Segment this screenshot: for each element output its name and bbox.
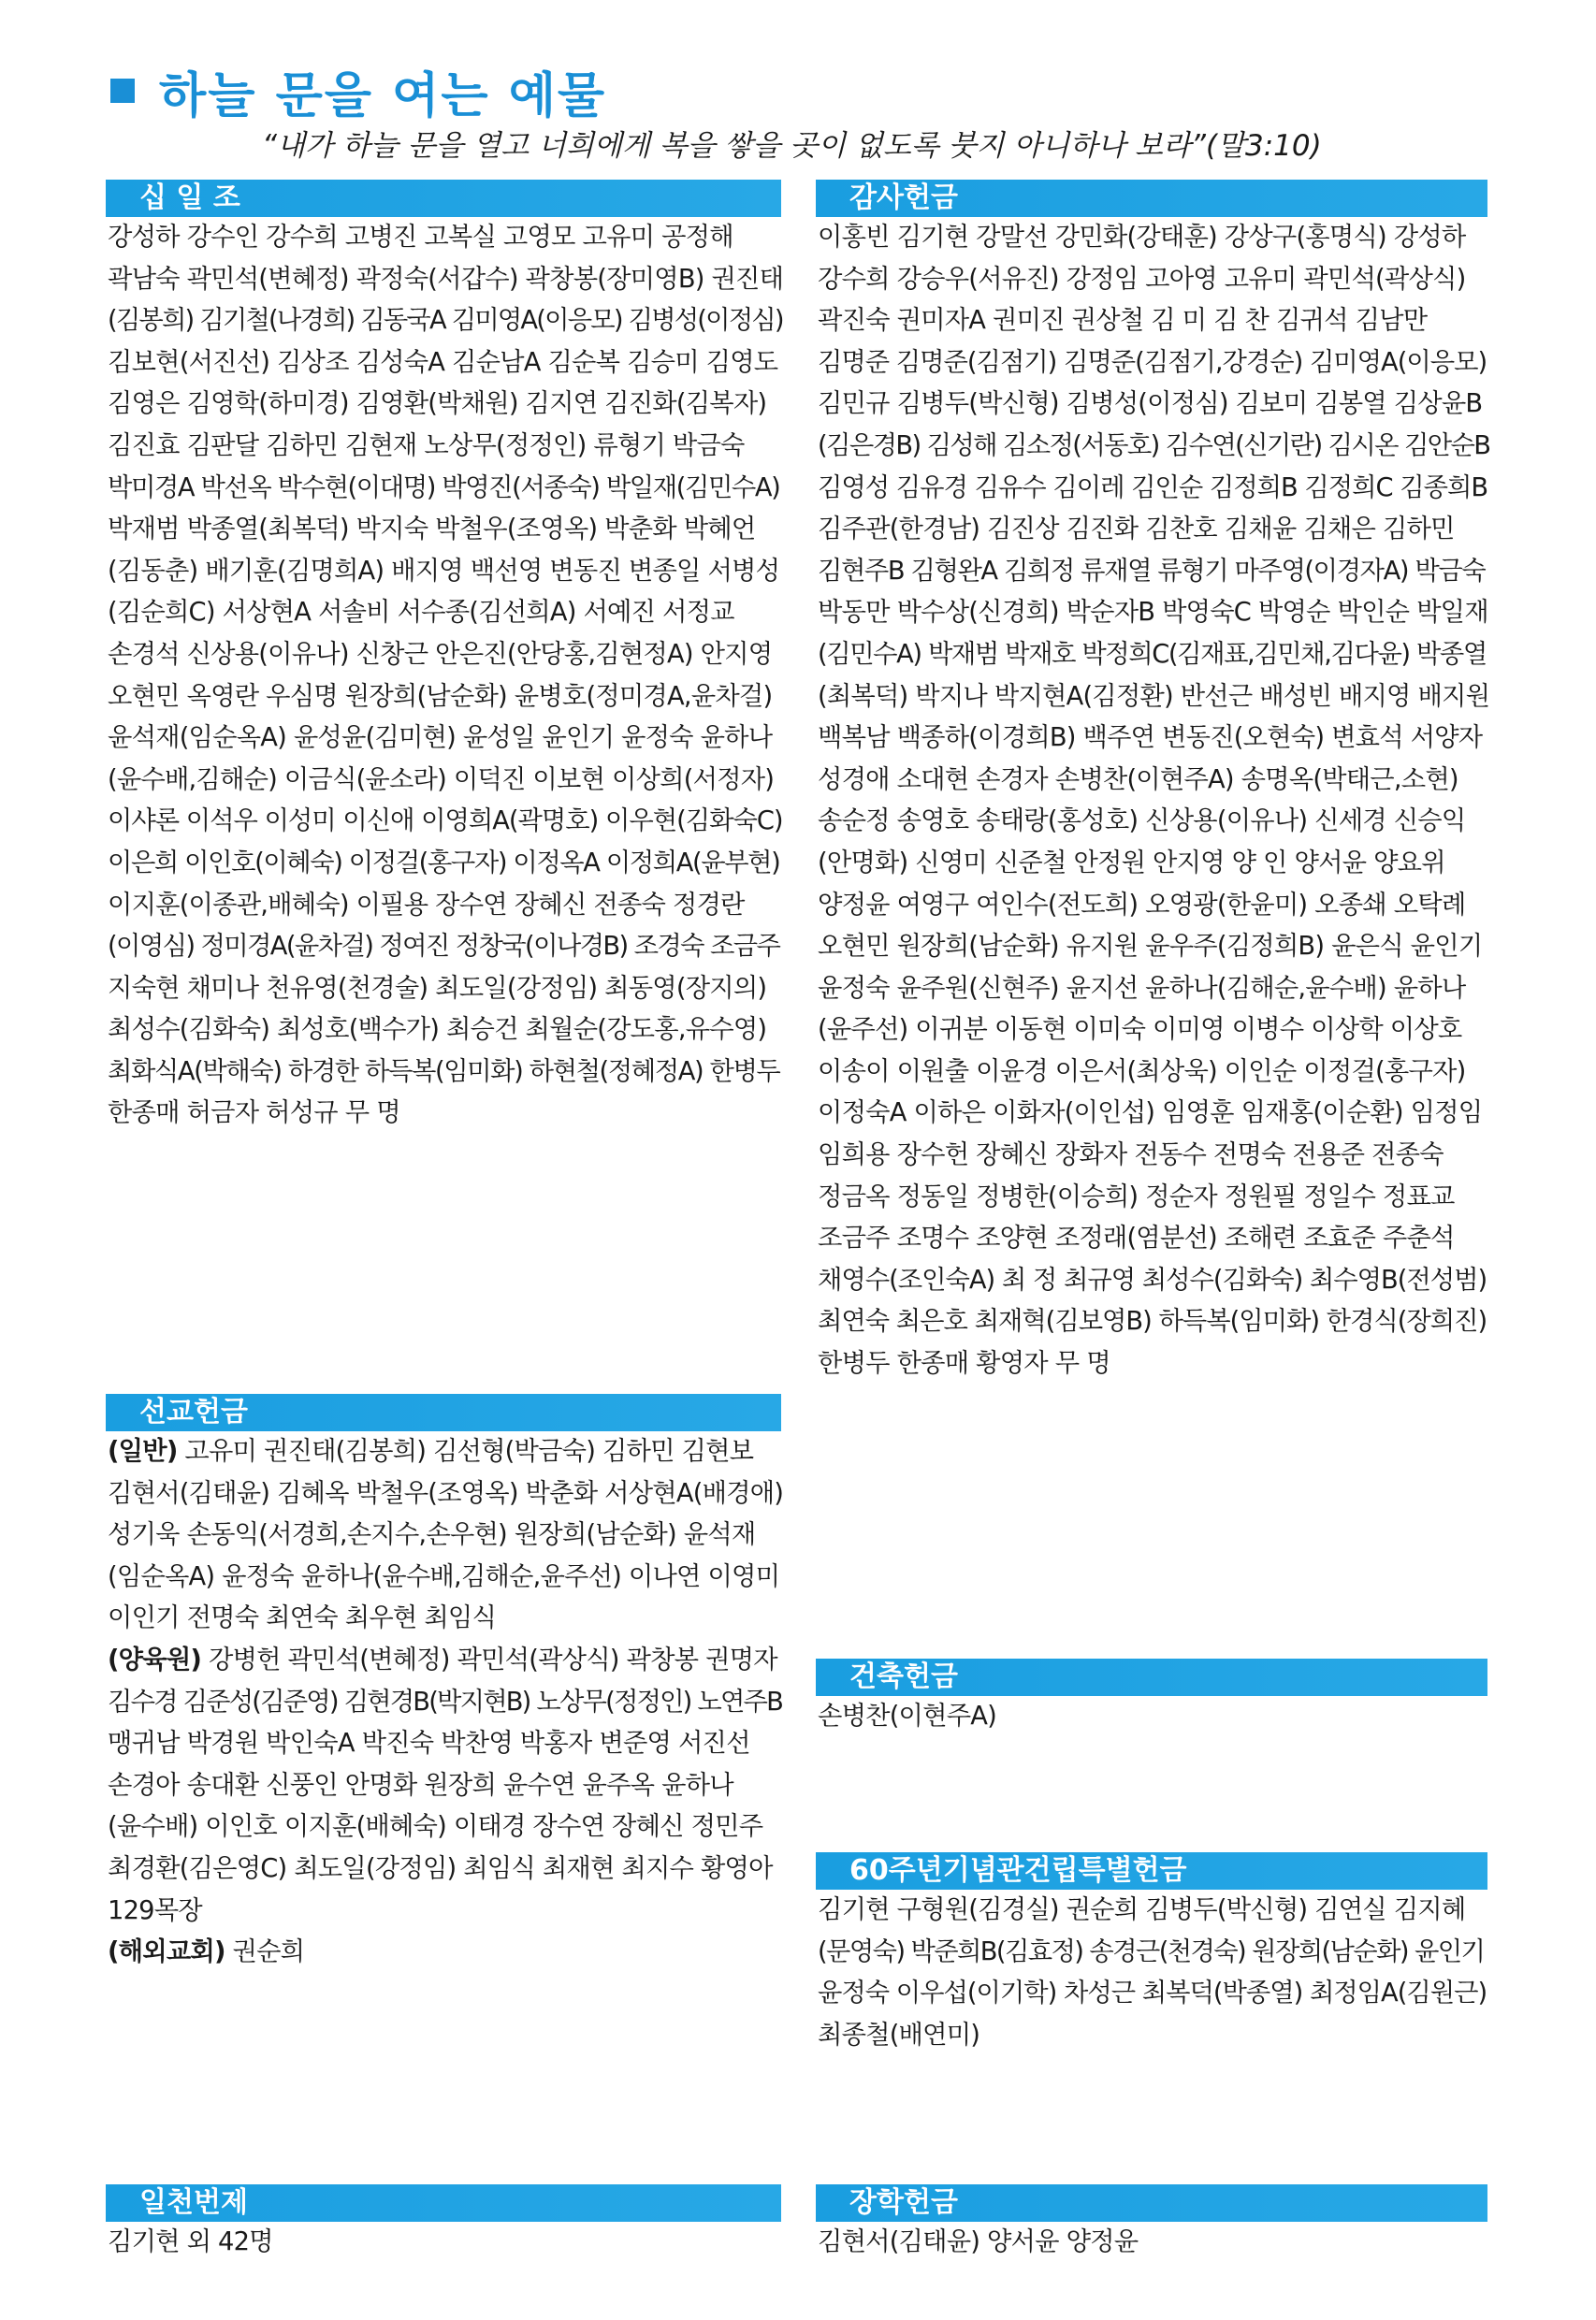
donor-line: 맹귀남 박경원 박인숙A 박진숙 박찬영 박홍자 변준영 서진선 xyxy=(108,1729,750,1759)
page-title xyxy=(110,58,606,123)
section-body xyxy=(816,1890,1487,2056)
donor-line: (김동춘) 배기훈(김명희A) 배지영 백선영 변동진 변종일 서병성 xyxy=(108,556,780,586)
donor-line: 윤정숙 윤주원(신현주) 윤지선 윤하나(김해순,윤수배) 윤하나 xyxy=(818,973,1466,1003)
donor-line: 최연숙 최은호 최재혁(김보영B) 하득복(임미화) 한경식(장희진) xyxy=(818,1307,1487,1337)
donor-line: 지숙현 채미나 천유영(천경술) 최도일(강정임) 최동영(장지의) xyxy=(108,973,767,1003)
section-body xyxy=(816,217,1490,1385)
donor-line: 최화식A(박해숙) 하경한 하득복(임미화) 하현철(정혜정A) 한병두 xyxy=(108,1056,780,1086)
donor-line: 오현민 옥영란 우심명 원장희(남순화) 윤병호(정미경A,윤차걸) xyxy=(108,681,773,711)
group-tag: (해외교회) xyxy=(108,1937,225,1967)
donor-line: (김민수A) 박재범 박재호 박정희C(김재표,김민채,김다윤) 박종열 xyxy=(818,639,1487,669)
section-scholarship-offering xyxy=(816,2184,1487,2264)
donor-line: 김현서(김태윤) 양서윤 양정윤 xyxy=(818,2227,1139,2256)
donor-line: 채영수(조인숙A) 최 정 최규영 최성수(김화숙) 최수영B(전성범) xyxy=(818,1265,1487,1295)
donor-line: 최경환(김은영C) 최도일(강정임) 최임식 최재현 최지수 황영아 xyxy=(108,1853,773,1883)
donor-line: 김수경 김준성(김준영) 김현경B(박지현B) 노상무(정정인) 노연주B xyxy=(108,1687,783,1717)
donor-line: 조금주 조명수 조양현 조정래(염분선) 조해련 조효준 주춘석 xyxy=(818,1224,1455,1254)
donor-line: (안명화) 신영미 신준철 안정원 안지영 양 인 양서윤 양요위 xyxy=(818,848,1445,877)
donor-line: 곽진숙 권미자A 권미진 권상철 김 미 김 찬 김귀석 김남만 xyxy=(818,306,1428,336)
donor-line: 박재범 박종열(최복덕) 박지숙 박철우(조영옥) 박춘화 박혜언 xyxy=(108,515,756,544)
donor-line: 송순정 송영호 송태랑(홍성호) 신상용(이유나) 신세경 신승익 xyxy=(818,806,1466,836)
donor-line: (김은경B) 김성해 김소정(서동호) 김수연(신기란) 김시온 김안순B xyxy=(818,430,1490,460)
donor-names: 권순희 xyxy=(225,1937,305,1967)
donor-line: 임희용 장수헌 장혜신 장화자 전동수 전명숙 전용준 전종숙 xyxy=(818,1140,1444,1170)
donor-line: 129목장 xyxy=(108,1895,202,1925)
section-body xyxy=(816,1696,1487,1738)
section-60th-anniversary-offering xyxy=(816,1852,1487,2056)
section-body xyxy=(106,1431,784,1974)
donor-line: 손병찬(이현주A) xyxy=(818,1702,996,1731)
donor-line: 김기현 외 42명 xyxy=(108,2227,273,2256)
donor-line: 이샤론 이석우 이성미 이신애 이영희A(곽명호) 이우현(김화숙C) xyxy=(108,806,783,836)
donor-line: 김현주B 김형완A 김희정 류재열 류형기 마주영(이경자A) 박금숙 xyxy=(818,556,1486,586)
donor-names: 강병헌 곽민석(변혜정) 곽민석(곽상식) 곽창봉 권명자 xyxy=(201,1645,777,1675)
donor-line: (김봉희) 김기철(나경희) 김동국A 김미영A(이응모) 김병성(이정심) xyxy=(108,306,783,336)
donor-line: (윤주선) 이귀분 이동현 이미숙 이미영 이병수 이상학 이상호 xyxy=(818,1015,1462,1045)
donor-line xyxy=(108,1932,779,1974)
donor-line: 김주관(한경남) 김진상 김진화 김찬호 김채윤 김채은 김하민 xyxy=(818,515,1455,544)
donor-line: 정금옥 정동일 정병한(이승희) 정순자 정원필 정일수 정표교 xyxy=(818,1182,1455,1211)
donor-line: 김명준 김명준(김점기) 김명준(김점기,강경순) 김미영A(이응모) xyxy=(818,347,1487,377)
donor-line: (최복덕) 박지나 박지현A(김정환) 반선근 배성빈 배지영 배지원 xyxy=(818,681,1490,711)
donor-line: 윤석재(임순옥A) 윤성윤(김미현) 윤성일 윤인기 윤정숙 윤하나 xyxy=(108,723,773,753)
donor-line: 한종매 허금자 허성규 무 명 xyxy=(108,1098,400,1128)
donor-line: 강성하 강수인 강수희 고병진 고복실 고영모 고유미 공정해 xyxy=(108,223,733,252)
donor-line: (문영숙) 박준희B(김효정) 송경근(천경숙) 원장희(남순화) 윤인기 xyxy=(818,1936,1485,1966)
donor-line xyxy=(108,1431,779,1473)
section-heading: 선교헌금 xyxy=(106,1394,781,1431)
donor-line: 김현서(김태윤) 김혜옥 박철우(조영옥) 박춘화 서상현A(배경애) xyxy=(108,1478,784,1508)
donor-line: 김민규 김병두(박신형) 김병성(이정심) 김보미 김봉열 김상윤B xyxy=(818,389,1483,419)
group-tag: (일반) xyxy=(108,1437,178,1466)
donor-line: 김영은 김영학(하미경) 김영환(박채원) 김지연 김진화(김복자) xyxy=(108,389,767,419)
donor-line: 최성수(김화숙) 최성호(백수가) 최승건 최월순(강도홍,유수영) xyxy=(108,1015,767,1045)
donor-line: 이정숙A 이하은 이화자(이인섭) 임영훈 임재홍(이순환) 임정임 xyxy=(818,1098,1483,1128)
donor-line: (이영심) 정미경A(윤차걸) 정여진 정창국(이나경B) 조경숙 조금주 xyxy=(108,932,780,962)
donor-line: 손경아 송대환 신풍인 안명화 원장희 윤수연 윤주옥 윤하나 xyxy=(108,1770,733,1800)
donor-line: 양정윤 여영구 여인수(전도희) 오영광(한윤미) 오종쇄 오탁례 xyxy=(818,890,1466,920)
donor-line: 백복남 백종하(이경희B) 백주연 변동진(오현숙) 변효석 서양자 xyxy=(818,723,1483,753)
donor-line: 이은희 이인호(이혜숙) 이정걸(홍구자) 이정옥A 이정희A(윤부현) xyxy=(108,848,780,877)
section-body xyxy=(816,2222,1487,2264)
section-heading: 60주년기념관건립특별헌금 xyxy=(816,1852,1487,1890)
group-tag: (양육원) xyxy=(108,1645,202,1675)
donor-line: 김보현(서진선) 김상조 김성숙A 김순남A 김순복 김승미 김영도 xyxy=(108,347,778,377)
donor-line: 이송이 이원출 이윤경 이은서(최상욱) 이인순 이정걸(홍구자) xyxy=(818,1056,1466,1086)
donor-names: 고유미 권진태(김봉희) 김선형(박금숙) 김하민 김현보 xyxy=(177,1437,754,1466)
section-tithe xyxy=(106,180,784,1135)
donor-line: (윤수배,김해순) 이금식(윤소라) 이덕진 이보현 이상희(서정자) xyxy=(108,764,775,794)
section-thanks-offering xyxy=(816,180,1490,1385)
section-building-offering xyxy=(816,1659,1487,1738)
section-heading: 감사헌금 xyxy=(816,180,1487,217)
donor-line: 성기욱 손동익(서경희,손지수,손우현) 원장희(남순화) 윤석재 xyxy=(108,1520,756,1550)
donor-line: 강수희 강승우(서유진) 강정임 고아영 고유미 곽민석(곽상식) xyxy=(818,264,1466,294)
donor-line xyxy=(108,1640,779,1682)
donor-line: 박미경A 박선옥 박수현(이대명) 박영진(서종숙) 박일재(김민수A) xyxy=(108,472,780,502)
donor-line: 이인기 전명숙 최연숙 최우현 최임식 xyxy=(108,1603,497,1633)
title-square-icon xyxy=(110,79,135,103)
section-mission-offering xyxy=(106,1394,784,1974)
donor-line: 손경석 신상용(이유나) 신창근 안은진(안당홍,김현정A) 안지영 xyxy=(108,639,773,669)
donor-line: (임순옥A) 윤정숙 윤하나(윤수배,김해순,윤주선) 이나연 이영미 xyxy=(108,1561,780,1591)
donor-line: 이지훈(이종관,배혜숙) 이필용 장수연 장혜신 전종숙 정경란 xyxy=(108,890,745,920)
donor-line: 김영성 김유경 김유수 김이레 김인순 김정희B 김정희C 김종희B xyxy=(818,472,1488,502)
donor-line: (김순희C) 서상현A 서솔비 서수종(김선희A) 서예진 서정교 xyxy=(108,598,734,628)
donor-line: 김기현 구형원(김경실) 권순희 김병두(박신형) 김연실 김지혜 xyxy=(818,1895,1466,1924)
section-thousand-offering xyxy=(106,2184,781,2264)
bible-verse: “내가 하늘 문을 열고 너희에게 복을 쌓을 곳이 없도록 붓지 아니하나 보라”(말3:10) xyxy=(262,129,1322,163)
donor-line: 한병두 한종매 황영자 무 명 xyxy=(818,1349,1110,1379)
section-body xyxy=(106,217,784,1135)
donor-line: (윤수배) 이인호 이지훈(배혜숙) 이태경 장수연 장혜신 정민주 xyxy=(108,1812,763,1842)
donor-line: 이홍빈 김기현 강말선 강민화(강태훈) 강상구(홍명식) 강성하 xyxy=(818,223,1466,252)
donor-line: 김진효 김판달 김하민 김현재 노상무(정정인) 류형기 박금숙 xyxy=(108,430,745,460)
donor-line: 박동만 박수상(신경희) 박순자B 박영숙C 박영순 박인순 박일재 xyxy=(818,598,1488,628)
page-title-text: 하늘 문을 여는 예물 xyxy=(159,67,607,124)
section-body xyxy=(106,2222,781,2264)
section-heading: 일천번제 xyxy=(106,2184,781,2222)
donor-line: 윤정숙 이우섭(이기학) 차성근 최복덕(박종열) 최정임A(김원근) xyxy=(818,1979,1487,2008)
donor-line: 최종철(배연미) xyxy=(818,2020,980,2050)
donor-line: 곽남숙 곽민석(변혜정) 곽정숙(서갑수) 곽창봉(장미영B) 권진태 xyxy=(108,264,784,294)
section-heading: 십 일 조 xyxy=(106,180,781,217)
donor-line: 성경애 소대현 손경자 손병찬(이현주A) 송명옥(박태근,소현) xyxy=(818,764,1458,794)
section-heading: 장학헌금 xyxy=(816,2184,1487,2222)
donor-line: 오현민 원장희(남순화) 유지원 윤우주(김정희B) 윤은식 윤인기 xyxy=(818,932,1483,962)
section-heading: 건축헌금 xyxy=(816,1659,1487,1696)
